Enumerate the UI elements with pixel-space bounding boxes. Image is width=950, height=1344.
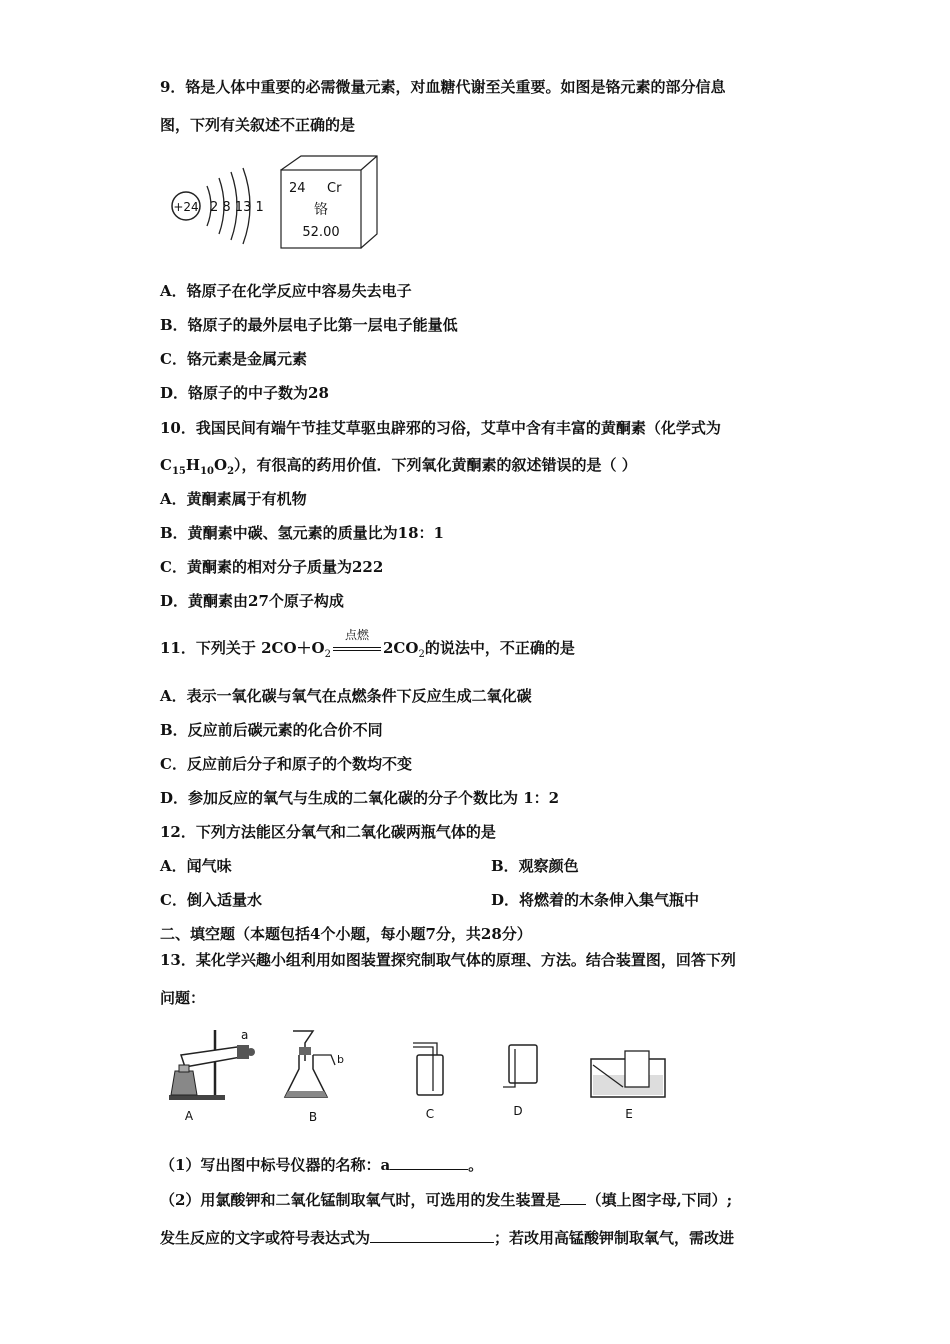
apparatus-c bbox=[413, 1043, 443, 1121]
q9-option-b: B．铬原子的最外层电子比第一层电子能量低 bbox=[160, 316, 458, 334]
mark-a: a bbox=[241, 1028, 249, 1042]
q9-stem-line1: 9．铬是人体中重要的必需微量元素，对血糖代谢至关重要。如图是铬元素的部分信息 bbox=[160, 78, 726, 96]
shell-electrons: 2 8 13 1 bbox=[210, 200, 264, 215]
mark-b: b bbox=[337, 1053, 344, 1066]
apparatus-e bbox=[591, 1051, 665, 1121]
q11-option-b: B．反应前后碳元素的化合价不同 bbox=[160, 721, 383, 739]
q11-option-c: C．反应前后分子和原子的个数均不变 bbox=[160, 755, 412, 773]
q13-stem-line2: 问题： bbox=[160, 989, 206, 1007]
q9-option-d: D．铬原子的中子数为28 bbox=[160, 384, 329, 402]
atomic-number: 24 bbox=[289, 181, 306, 196]
q10-stem-line1: 10．我国民间有端午节挂艾草驱虫辟邪的习俗，艾草中含有丰富的黄酮素（化学式为 bbox=[160, 419, 721, 437]
q13-part1: （1）写出图中标号仪器的名称：a 。 bbox=[160, 1156, 484, 1174]
q13-part2-line1: （2）用氯酸钾和二氧化锰制取氧气时，可选用的发生装置是 （填上图字母,下同）; bbox=[160, 1191, 733, 1209]
label-e: E bbox=[625, 1107, 633, 1121]
q10-option-c: C．黄酮素的相对分子质量为222 bbox=[160, 558, 384, 576]
answer-blank-equation[interactable] bbox=[370, 1228, 494, 1243]
q12-option-a: A．闻气味 bbox=[160, 857, 232, 875]
answer-blank-device[interactable] bbox=[560, 1190, 586, 1205]
element-symbol: Cr bbox=[327, 181, 342, 196]
apparatus-d bbox=[503, 1045, 537, 1118]
answer-blank-a[interactable] bbox=[390, 1155, 468, 1170]
apparatus-b bbox=[285, 1031, 344, 1124]
label-d: D bbox=[513, 1104, 523, 1118]
section-heading: 二、填空题（本题包括4个小题，每小题7分，共28分） bbox=[160, 925, 532, 943]
element-name: 铬 bbox=[314, 202, 328, 218]
q12-stem: 12．下列方法能区分氧气和二氧化碳两瓶气体的是 bbox=[160, 823, 496, 841]
q13-part2-line2: 发生反应的文字或符号表达式为 ；若改用高锰酸钾制取氧气，需改进 bbox=[160, 1229, 735, 1247]
q9-option-a: A．铬原子在化学反应中容易失去电子 bbox=[160, 282, 412, 300]
q9-option-c: C．铬元素是金属元素 bbox=[160, 350, 307, 368]
reaction-condition: 点燃 bbox=[344, 628, 369, 642]
atomic-mass: 52.00 bbox=[302, 225, 340, 240]
label-c: C bbox=[425, 1107, 435, 1121]
q11-option-d: D．参加反应的氧气与生成的二氧化碳的分子个数比为 1：2 bbox=[160, 789, 560, 807]
apparatus-figure bbox=[163, 1025, 703, 1125]
nucleus-charge: +24 bbox=[173, 200, 199, 214]
q9-stem-line2: 图，下列有关叙述不正确的是 bbox=[160, 116, 356, 134]
q12-option-b: B．观察颜色 bbox=[491, 857, 579, 875]
q12-option-d: D．将燃着的木条伸入集气瓶中 bbox=[491, 891, 700, 909]
q13-stem-line1: 13．某化学兴趣小组利用如图装置探究制取气体的原理、方法。结合装置图，回答下列 bbox=[160, 951, 736, 969]
label-a: A bbox=[184, 1109, 194, 1123]
q11-stem: 11．下列关于 $2CO+O_2$ 点燃 $2CO_2$的说法中，不正确的是 bbox=[160, 638, 575, 665]
q10-option-a: A．黄酮素属于有机物 bbox=[160, 490, 307, 508]
q10-stem-line2: $C_{15}H_{10}O_2$），有很高的药用价值．下列氧化黄酮素的叙述错误的是（ ） bbox=[160, 456, 637, 477]
chromium-figure bbox=[163, 150, 383, 250]
apparatus-a bbox=[169, 1028, 255, 1123]
q10-option-d: D．黄酮素由27个原子构成 bbox=[160, 592, 344, 610]
q11-option-a: A．表示一氧化碳与氧气在点燃条件下反应生成二氧化碳 bbox=[160, 687, 532, 705]
q12-option-c: C．倒入适量水 bbox=[160, 891, 262, 909]
label-b: B bbox=[308, 1110, 318, 1124]
q10-option-b: B．黄酮素中碳、氢元素的质量比为18：1 bbox=[160, 524, 444, 542]
